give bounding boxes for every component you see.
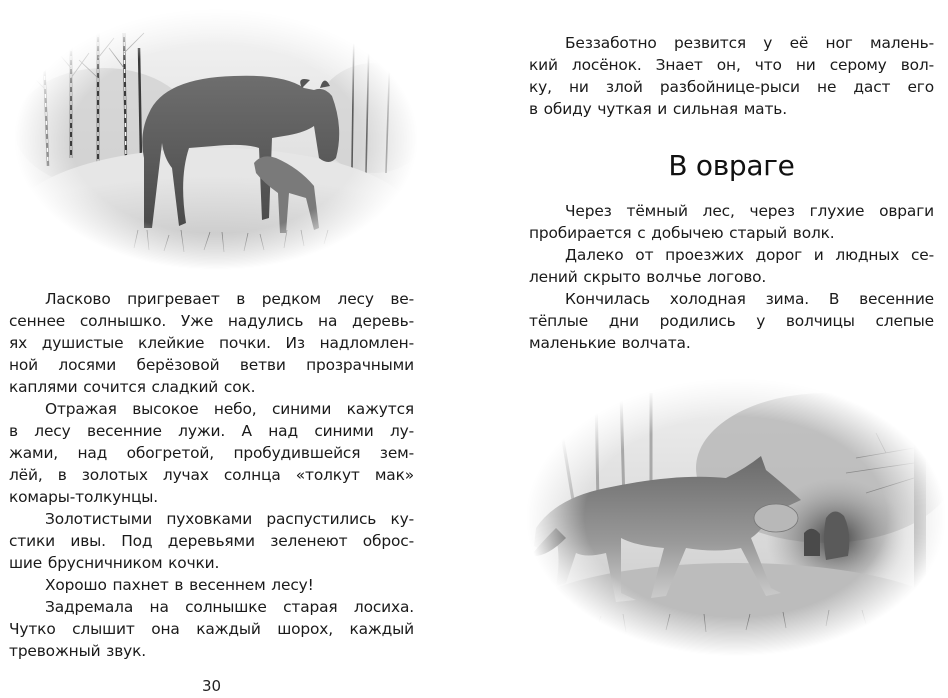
text-line: Кончилась холодная зима. В весенние bbox=[565, 290, 934, 308]
text-line: Задремала на солнышке старая лосиха. bbox=[45, 598, 414, 616]
text-line: маленькие волчата. bbox=[529, 334, 691, 352]
right-page-body-text bbox=[529, 200, 934, 354]
right-page-intro-text bbox=[529, 32, 934, 120]
wolf-illustration-drawing bbox=[526, 378, 946, 656]
wolf-with-prey-at-den-illustration bbox=[526, 378, 946, 656]
text-line: Беззаботно резвится у её ног малень- bbox=[565, 34, 934, 52]
text-line: жами, над обогретой, пробудившейся зем- bbox=[9, 444, 414, 462]
paragraph bbox=[9, 398, 414, 508]
text-line: Золотистыми пуховками распустились ку- bbox=[45, 510, 414, 528]
text-line: ной лосями берёзовой ветви прозрачными bbox=[9, 356, 414, 374]
paragraph bbox=[529, 288, 934, 354]
paragraph bbox=[9, 508, 414, 574]
paragraph bbox=[9, 574, 414, 596]
moose-with-calf-illustration bbox=[14, 8, 418, 270]
wolf-cub-shape bbox=[804, 529, 820, 556]
text-line: кий лосёнок. Знает он, что ни серому вол- bbox=[529, 56, 934, 74]
paragraph bbox=[9, 596, 414, 662]
text-line: в обиду чуткая и сильная мать. bbox=[529, 100, 787, 118]
right-page bbox=[474, 0, 948, 698]
text-line: комары-толкунцы. bbox=[9, 488, 159, 506]
moose-illustration-drawing bbox=[14, 8, 418, 270]
text-line: тревожный звук. bbox=[9, 642, 146, 660]
text-line: в лесу весенние лужи. А над синими лу- bbox=[9, 422, 414, 440]
text-line: лений скрыто волчье логово. bbox=[529, 268, 767, 286]
text-line: Хорошо пахнет в весеннем лесу! bbox=[45, 576, 314, 594]
paragraph bbox=[9, 288, 414, 398]
text-line: тёплые дни родились у волчицы слепые bbox=[529, 312, 934, 330]
text-line: Чутко слышит она каждый шорох, каждый bbox=[9, 620, 414, 638]
text-line: Ласково пригревает в редком лесу ве- bbox=[45, 290, 414, 308]
text-line: шие брусничником кочки. bbox=[9, 554, 220, 572]
left-page-body-text bbox=[9, 288, 414, 662]
paragraph bbox=[529, 32, 934, 120]
text-line: Далеко от проезжих дорог и людных се- bbox=[565, 246, 934, 264]
text-line: Через тёмный лес, через глухие овраги bbox=[565, 202, 934, 220]
text-line: лёй, в золотых лучах солнца «толкут мак» bbox=[9, 466, 414, 484]
text-line: каплями сочится сладкий сок. bbox=[9, 378, 256, 396]
text-line: ях душистые клейкие почки. Из надломлен- bbox=[9, 334, 414, 352]
chapter-title: В овраге bbox=[668, 149, 795, 182]
text-line: пробирается с добычею старый волк. bbox=[529, 224, 835, 242]
text-line: сеннее солнышко. Уже надулись на деревь- bbox=[9, 312, 414, 330]
text-line: ку, ни злой разбойнице-рыси не даст его bbox=[529, 78, 934, 96]
page-number: 30 bbox=[201, 677, 222, 695]
text-line: стики ивы. Под деревьями зеленеют оброс- bbox=[9, 532, 414, 550]
text-line: Отражая высокое небо, синими кажутся bbox=[45, 400, 414, 418]
paragraph bbox=[529, 244, 934, 288]
paragraph bbox=[529, 200, 934, 244]
